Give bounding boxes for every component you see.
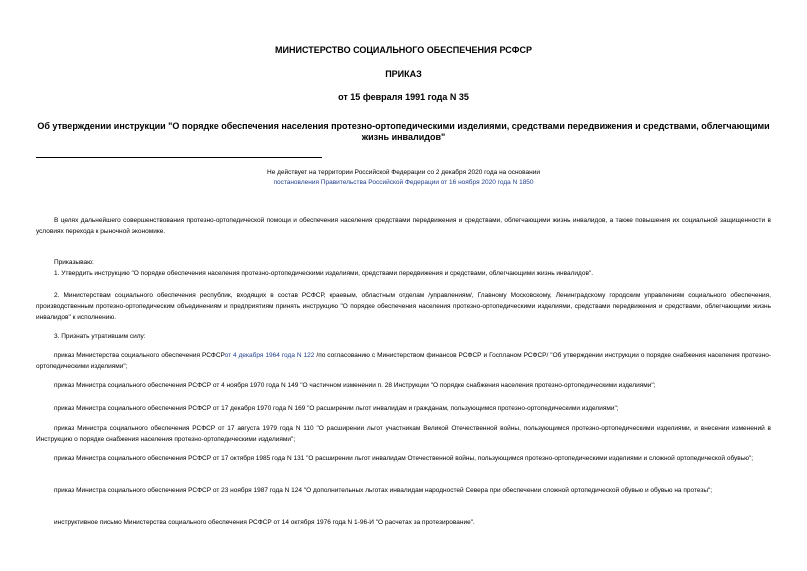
notice-link[interactable]: постановления Правительства Российской Федерации от 16 ноября 2020 года N 1850 <box>273 179 534 186</box>
order-word: Приказываю: <box>54 259 94 266</box>
revoked-order-1-pre: приказ Министерства социального обеспечения РСФСР <box>54 352 225 359</box>
revoked-order-7: инструктивное письмо Министерства социального обеспечения РСФСР от 14 октября 1976 года N 1-96-И "О расчетах за протезирование". <box>54 519 475 526</box>
status-notice <box>36 168 771 188</box>
date-number-heading: от 15 февраля 1991 года N 35 <box>338 92 469 102</box>
revoked-order-6: приказ Министра социального обеспечения РСФСР от 23 ноября 1987 года N 124 "О дополнительных льготах инвалидам народностей Севера при обеспечении сложной ортопедической обувью и обувью на протезы"; <box>54 487 713 494</box>
intro-paragraph: В целях дальнейшего совершенствования протезно-ортопедической помощи и обеспечения населения средствами передвижения и средствами, облегчающими жизнь инвалидов, а также повышения их социальной защищенности в условиях перехода к рыночной экономике. <box>36 217 771 235</box>
revoked-order-4: приказ Министра социального обеспечения РСФСР от 17 августа 1979 года N 110 "О расширении льгот участникам Великой Отечественной войны, пользующимся протезно-ортопедическими изделиями, и внесении изменений в Инструкцию о порядке снабжения населения протезно-ортопедическими изделиями"; <box>36 425 771 443</box>
revoked-order-3: приказ Министра социального обеспечения РСФСР от 17 декабря 1970 года N 169 "О расширении льгот инвалидам и гражданам, пользующимся протезно-ортопедическими изделиями"; <box>54 405 619 412</box>
notice-text: Не действует на территории Российской Федерации со 2 декабря 2020 года на основании <box>267 169 540 176</box>
revoked-order-1-post: /по согласованию с Министерством финансов РСФСР и Госпланом РСФСР/ "Об утверждении инструкции о порядке снабжения населения протезно-ортопедическими изделиями"; <box>36 352 771 370</box>
item-3: 3. Признать утратившим силу: <box>54 333 146 340</box>
divider-rule <box>36 157 322 158</box>
doc-type-heading: ПРИКАЗ <box>385 69 422 79</box>
revoked-order-1-link[interactable]: от 4 декабря 1964 года N 122 <box>224 352 315 359</box>
item-1: 1. Утвердить инструкцию "О порядке обеспечения населения протезно-ортопедическими изделиями, средствами передвижения и средствами, облегчающими жизнь инвалидов". <box>54 270 594 277</box>
document-title: Об утверждении инструкции "О порядке обеспечения населения протезно-ортопедическими изделиями, средствами передвижения и средствами, облегчающими жизнь инвалидов" <box>37 121 770 142</box>
ministry-heading: МИНИСТЕРСТВО СОЦИАЛЬНОГО ОБЕСПЕЧЕНИЯ РСФСР <box>275 45 532 55</box>
revoked-order-2: приказ Министра социального обеспечения РСФСР от 4 ноября 1970 года N 149 "О частичном изменении п. 28 Инструкции "О порядке снабжения населения протезно-ортопедическими изделиями"; <box>54 382 656 389</box>
revoked-order-1 <box>36 350 771 372</box>
item-2: 2. Министерствам социального обеспечения республик, входящих в состав РСФСР, краевым, областным отделам /управлениям/, Главному Московскому, Ленинградскому городским управлениям социального обеспечения, производственным протезно-ортопедическим объединениям и предприятиям принять инструкцию "О порядке обеспечения населения протезно-ортопедическими изделиями, средствами передвижения и средствами, облегчающими жизнь инвалидов" к исполнению. <box>36 292 771 321</box>
revoked-order-5: приказ Министра социального обеспечения РСФСР от 17 октября 1985 года N 131 "О расширении льгот инвалидам Отечественной войны, пользующимся протезно-ортопедическими изделиями и сложной ортопедической обувью"; <box>54 455 754 462</box>
